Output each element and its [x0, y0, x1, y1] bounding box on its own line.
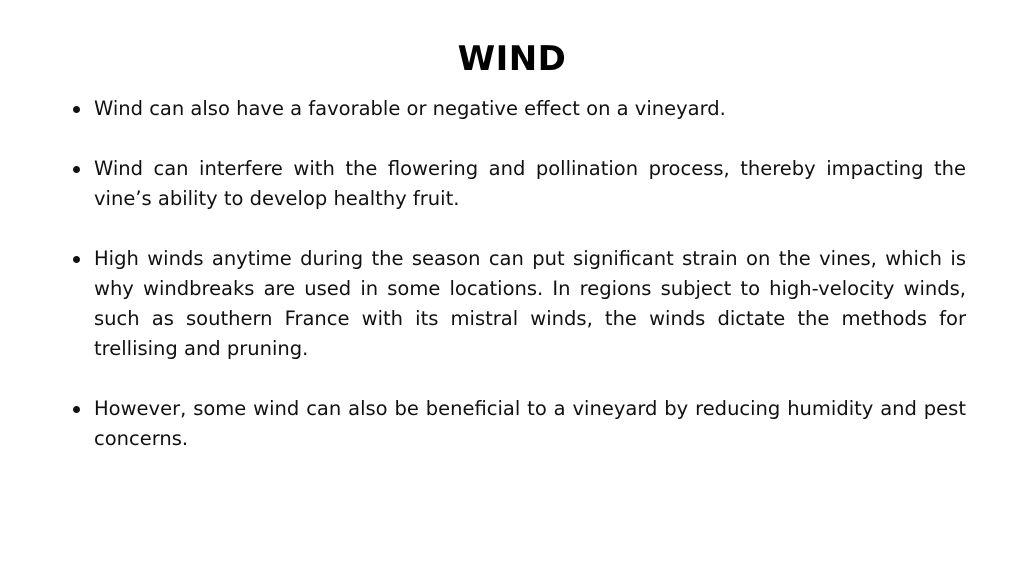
- bullet-dot-icon: [73, 406, 80, 413]
- bullet-dot-icon: [73, 166, 80, 173]
- bullet-item: [70, 394, 966, 454]
- bullet-text: Wind can interfere with the flowering and pollination process, thereby impacting the vine’s ability to develop healthy fruit.: [94, 157, 966, 210]
- bullet-text: However, some wind can also be beneficial to a vineyard by reducing humidity and pest concerns.: [94, 397, 966, 450]
- bullet-text: Wind can also have a favorable or negative effect on a vineyard.: [94, 97, 726, 120]
- bullet-text: High winds anytime during the season can put significant strain on the vines, which is why windbreaks are used in some locations. In regions subject to high-velocity winds, such as southern France with its mistral winds, the winds dictate the methods for trellising and pruning.: [94, 247, 966, 360]
- bullet-item: [70, 244, 966, 364]
- bullet-dot-icon: [73, 256, 80, 263]
- bullet-item: [70, 154, 966, 214]
- bullet-dot-icon: [73, 106, 80, 113]
- bullet-item: [70, 94, 966, 124]
- bullet-list: [70, 94, 966, 484]
- slide-title: WIND: [457, 39, 567, 79]
